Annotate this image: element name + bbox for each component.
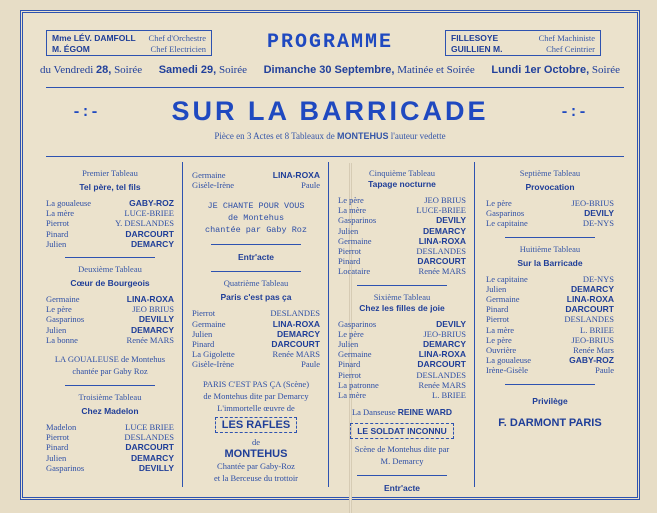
tableau-title: Paris c'est pas ça [220,292,292,303]
role-name: Pierrot [46,218,70,229]
cast-row [46,294,174,304]
cast-row [192,170,320,180]
role-name: Julien [486,283,507,294]
actor-name: LUCE-BRIEE [124,208,174,219]
divider [211,271,301,272]
divider [505,237,595,238]
role-name: Germaine [192,318,226,329]
tableau-title: Sur la Barricade [517,257,583,268]
actor-name: Renée MARS [126,334,174,345]
role-name: Le père [486,334,512,345]
cast-row [486,335,614,345]
cast-row [46,335,174,345]
entracte: Entr'acte [237,252,275,263]
cast-list [486,198,614,229]
cast-row [192,349,320,359]
actor-name: Renée MARS [272,349,320,360]
role-name: Gasparinos [46,462,85,473]
role-name: La mère [46,208,75,219]
actor-name: GABY-ROZ [129,198,174,208]
tableau-number: Cinquième Tableau [368,168,436,178]
date-item: du Vendredi 28, Soirée [40,64,143,76]
role-name: Madelon [46,422,77,433]
role-name: Gisèle-Irène [192,180,235,191]
role-name: Julien [192,328,213,339]
tableau-5 [338,168,466,189]
programme-heading: PROGRAMME [266,31,394,54]
role-name: Gasparinos [486,208,525,219]
actor-name: Renée Mars [573,345,614,356]
tableau-8 [486,244,614,268]
cast-row [486,274,614,284]
role-name: Pinard [486,304,509,315]
column-3 [338,166,466,498]
tableau-number: Troisième Tableau [78,392,142,403]
actor-name: L. BRIEE [580,324,614,335]
divider [211,244,301,245]
divider [65,257,155,258]
tableau-title: Tel père, tel fils [79,182,141,192]
role-name: La mère [338,390,367,401]
tableau-2 [46,264,174,288]
date-item: Lundi 1er Octobre, Soirée [491,64,620,76]
cast-row [46,422,174,432]
role-name: Pierrot [192,308,216,319]
tableau-number: Sixième Tableau [373,291,431,302]
column-1 [46,166,174,473]
column-divider [182,162,183,487]
role-name: Le père [46,304,72,315]
boxed-title: LE SOLDAT INCONNU [350,423,454,439]
actor-name: Paule [301,180,320,191]
cast-row [486,284,614,294]
tableau-3 [46,392,174,416]
actor-name: DARCOURT [125,442,174,453]
tableau-title: Chez les filles de joie [359,302,445,313]
tableau-number: Huitième Tableau [519,243,581,254]
scene-note: PARIS C'EST PAS ÇA (Scène) de Montehus dite par Demarcy L'immortelle œuvre de LES RAFLES de MONTEHUS Chantée par Gaby-Roz et la Berceuse du trottoir [202,378,310,483]
actor-name: JEO-BRIUS [423,328,466,339]
cast-row [486,304,614,314]
cast-row [46,314,174,324]
cast-row [338,390,466,400]
actor-name: Renée MARS [418,266,466,277]
cast-row [338,205,466,215]
cast-row [192,180,320,190]
cast-row [338,319,466,329]
cast-row [192,329,320,339]
actor-name: DARCOURT [417,359,466,370]
role-name: Le père [486,198,512,208]
tableau-title: Provocation [525,182,575,192]
cast-row [338,359,466,369]
actor-name: LUCE-BRIEE [416,205,466,216]
role-name: Locataire [338,266,371,277]
role-name: Germaine [338,349,372,360]
crew-box-right [445,30,601,56]
cast-row [486,365,614,375]
cast-list [46,198,174,249]
role-name: La Gigolette [192,349,235,360]
actor-name: DEVILLY [138,314,174,325]
role-name: Gasparinos [338,318,377,329]
cast-row [46,442,174,452]
actor-name: DARCOURT [417,256,466,267]
actor-name: LINA-ROXA [418,235,466,246]
tableau-number: Deuxième Tableau [78,264,142,275]
cast-row [192,339,320,349]
ornament-right: -:- [560,104,588,121]
cast-row [46,198,174,208]
cast-list [338,319,466,401]
role-name: Pinard [338,359,361,370]
cast-row [46,453,174,463]
ornament-left: -:- [72,104,100,121]
divider [357,285,447,286]
play-title: SUR LA BARRICADE [171,96,489,126]
boxed-title: LES RAFLES [215,417,297,433]
cast-row [486,294,614,304]
role-name: Julien [46,452,67,463]
cast-row [46,239,174,249]
cast-row [486,218,614,228]
cast-row [338,380,466,390]
cast-list [486,274,614,376]
entracte: Entr'acte [383,483,421,494]
tableau-1 [46,168,174,192]
role-name: Le capitaine [486,273,528,284]
actor-name: DEMARCY [131,324,174,335]
actor-name: GABY-ROZ [569,355,614,366]
cast-row [338,195,466,205]
tableau-number: Septième Tableau [519,168,581,178]
crew-name: FILLESOYE [451,33,499,43]
privilege-label: Privilège [532,395,568,406]
actor-name: DE-NYS [582,218,614,229]
role-name: La goualeuse [486,355,532,366]
actor-name: LINA-ROXA [272,318,320,329]
play-subtitle: Pièce en 3 Actes et 8 Tableaux de MONTEHUS l'auteur vedette [214,131,446,141]
actor-name: DEMARCY [423,339,466,350]
tableau-title: Tapage nocturne [368,179,436,189]
actor-name: DESLANDES [124,432,174,443]
cast-row [486,355,614,365]
role-name: Pinard [192,339,215,350]
divider [357,475,447,476]
cast-row [338,266,466,276]
role-name: Julien [338,225,359,236]
cast-row [486,208,614,218]
cast-row [338,215,466,225]
actor-name: JEO-BRIUS [571,334,614,345]
column-divider [474,162,475,487]
role-name: Pinard [338,256,361,267]
role-name: La mère [486,324,515,335]
cast-list [192,170,320,190]
actor-name: LINA-ROXA [126,294,174,305]
role-name: Pinard [46,442,69,453]
actor-name: LUCE BRIEE [125,422,174,433]
actor-name: DARCOURT [125,228,174,239]
divider [65,385,155,386]
cast-row [192,359,320,369]
tableau-7 [486,168,614,192]
actor-name: LINA-ROXA [272,170,320,180]
role-name: Le père [338,328,364,339]
date-item: Samedi 29, Soirée [158,64,248,76]
role-name: Pierrot [486,314,510,325]
cast-row [486,325,614,335]
cast-list [46,422,174,473]
actor-name: DEVILY [436,318,466,329]
cast-row [46,304,174,314]
role-name: La bonne [46,334,78,345]
cast-row [338,226,466,236]
cast-list [46,294,174,345]
role-name: Pierrot [46,432,70,443]
crew-name: GUILLIEN M. [451,44,503,54]
scene-note: Scène de Montehus dite par M. Demarcy [354,444,450,467]
cast-row [338,329,466,339]
tableau-number: Premier Tableau [82,168,138,178]
role-name: Germaine [338,235,372,246]
role-name: Germaine [46,294,80,305]
actor-name: DEVILY [436,215,466,226]
actor-name: Renée MARS [418,379,466,390]
role-name: La patronne [338,379,379,390]
cast-row [46,229,174,239]
crew-role: Chef Electricien [150,44,206,54]
role-name: Julien [46,324,67,335]
role-name: Le capitaine [486,218,528,229]
role-name: La goualeuse [46,198,92,208]
actor-name: Paule [301,359,320,370]
column-2 [192,166,320,488]
actor-name: DEMARCY [423,225,466,236]
song-note: JE CHANTE POUR VOUS de Montehus chantée par Gaby Roz [204,201,308,236]
date-item: Dimanche 30 Septembre, Matinée et Soirée [263,64,475,76]
cast-row [486,314,614,324]
tableau-number: Quatrième Tableau [223,278,289,289]
dancer-line: La Danseuse REINE WARD [351,407,453,418]
divider [46,87,624,88]
cast-row [338,256,466,266]
cast-row [338,236,466,246]
crew-role: Chef Ceintrier [546,44,595,54]
actor-name: Y. DESLANDES [115,218,174,229]
actor-name: JEO BRIUS [424,195,466,205]
actor-name: DARCOURT [271,339,320,350]
crew-name: Mme LÉV. DAMFOLL [52,33,136,43]
actor-name: DE-NYS [582,273,614,284]
cast-row [46,325,174,335]
actor-name: Paule [595,365,614,376]
role-name: Germaine [192,170,226,180]
song-note: LA GOUALEUSE de Montehus chantée par Gaby Roz [54,354,166,377]
actor-name: DESLANDES [416,369,466,380]
actor-name: DEVILLY [138,462,174,473]
column-4 [486,166,614,433]
role-name: Gasparinos [46,314,85,325]
actor-name: DEMARCY [277,328,320,339]
cast-row [338,246,466,256]
actor-name: DEVILY [584,208,614,219]
actor-name: DESLANDES [416,246,466,257]
cast-row [338,370,466,380]
actor-name: L. BRIEE [432,390,466,401]
actor-name: LINA-ROXA [418,349,466,360]
printer: F. DARMONT PARIS [498,416,602,429]
role-name: La mère [338,205,367,216]
cast-row [46,208,174,218]
tableau-title: Chez Madelon [81,406,139,417]
cast-row [46,463,174,473]
role-name: Gisèle-Irène [192,359,235,370]
tableau-4 [192,278,320,302]
role-name: Germaine [486,294,520,305]
role-name: Pierrot [338,246,362,257]
cast-row [192,308,320,318]
cast-row [338,349,466,359]
performance-dates [40,64,620,76]
role-name: Gasparinos [338,215,377,226]
crew-box-left [46,30,212,56]
tableau-6 [338,292,466,313]
role-name: Pierrot [338,369,362,380]
role-name: Ouvrière [486,345,517,356]
actor-name: LINA-ROXA [566,294,614,305]
actor-name: JEO BRIUS [132,304,174,315]
column-divider [328,162,329,487]
actor-name: DEMARCY [571,283,614,294]
actor-name: DEMARCY [131,238,174,249]
role-name: Julien [338,339,359,350]
divider [505,384,595,385]
crew-role: Chef Machiniste [538,33,595,43]
actor-name: JEO-BRIUS [571,198,614,208]
cast-row [46,432,174,442]
cast-row [46,218,174,228]
tableau-title: Cœur de Bourgeois [70,278,150,289]
actor-name: DESLANDES [564,314,614,325]
cast-row [486,198,614,208]
role-name: Pinard [46,228,69,239]
crew-role: Chef d'Orchestre [148,33,206,43]
role-name: Julien [46,238,67,249]
cast-list [192,308,320,369]
actor-name: DARCOURT [565,304,614,315]
actor-name: DESLANDES [270,308,320,319]
role-name: Le père [338,195,364,205]
role-name: Irène-Gisèle [486,365,529,376]
divider [46,156,624,157]
cast-list [338,195,466,277]
cast-row [486,345,614,355]
actor-name: DEMARCY [131,452,174,463]
cast-row [338,339,466,349]
cast-row [192,319,320,329]
crew-name: M. ÉGOM [52,44,90,54]
